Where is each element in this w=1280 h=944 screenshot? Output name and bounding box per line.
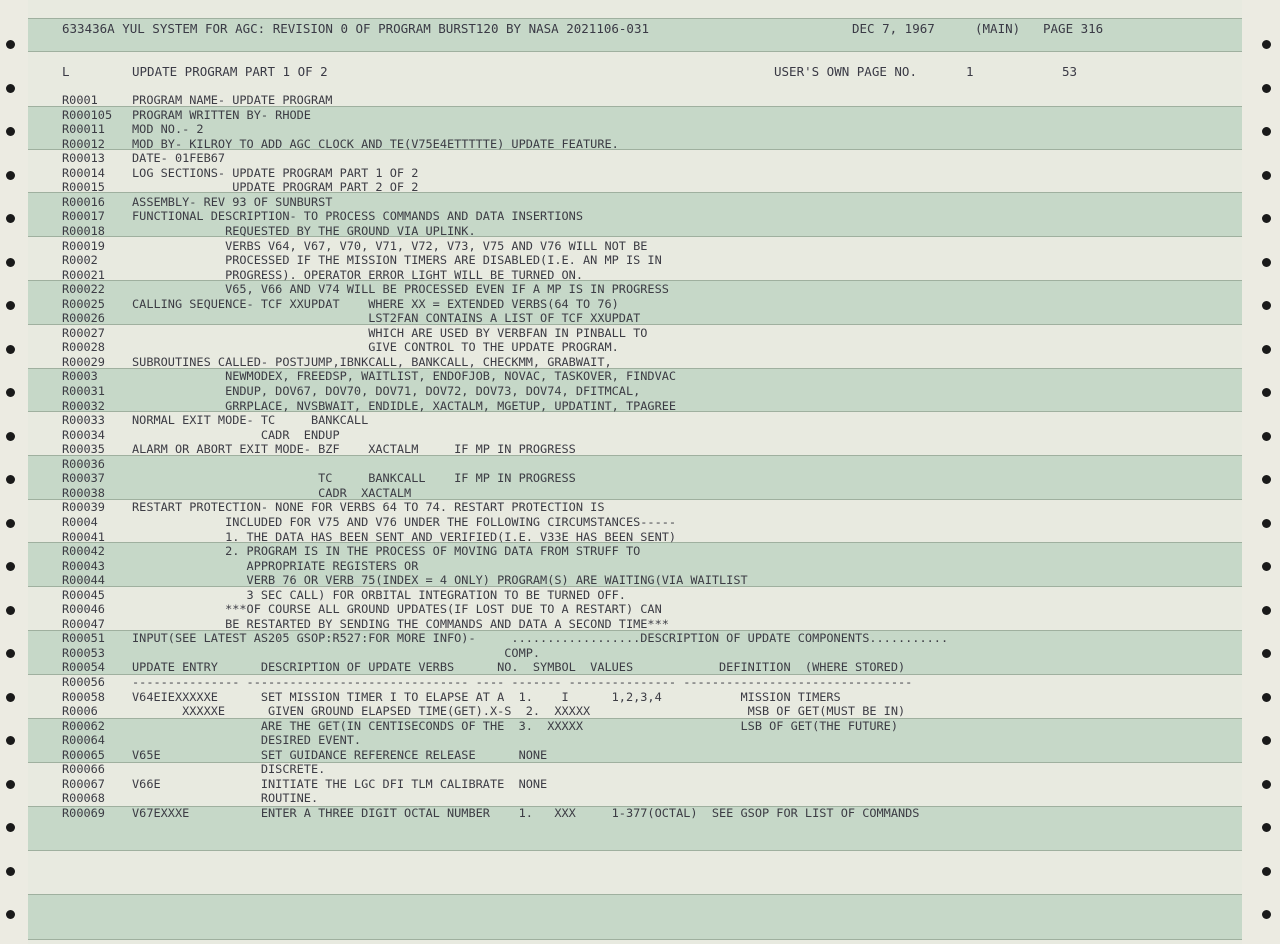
line-label: R00016 (62, 194, 105, 209)
tractor-hole (6, 606, 15, 615)
line-label: R00021 (62, 267, 105, 282)
line-text: DATE- 01FEB67 (132, 151, 226, 166)
tractor-hole (1262, 40, 1271, 49)
line-label: R000105 (62, 107, 113, 122)
line-label: R0003 (62, 369, 98, 384)
line-label: R00062 (62, 718, 105, 733)
line-label: R00025 (62, 296, 105, 311)
line-text: VERBS V64, V67, V70, V71, V72, V73, V75 AND V76 WILL NOT BE (132, 238, 648, 253)
line-text: CALLING SEQUENCE- TCF XXUPDAT WHERE XX = EXTENDED VERBS(64 TO 76) (132, 296, 619, 311)
line-text: V67EXXXE ENTER A THREE DIGIT OCTAL NUMBER 1. XXX 1-377(OCTAL) SEE GSOP FOR LIST OF COMMANDS (132, 805, 920, 820)
tractor-hole (1262, 258, 1271, 267)
line-label: R00022 (62, 282, 105, 297)
line-text: ASSEMBLY- REV 93 OF SUNBURST (132, 194, 333, 209)
line-text: UPDATE ENTRY DESCRIPTION OF UPDATE VERBS NO. SYMBOL VALUES DEFINITION (WHERE STORED) (132, 660, 906, 675)
line-label: R00067 (62, 776, 105, 791)
line-label: R00028 (62, 340, 105, 355)
tractor-hole (1262, 823, 1271, 832)
tractor-hole (1262, 301, 1271, 310)
tractor-hole (1262, 84, 1271, 93)
line-text: CADR XACTALM (132, 485, 412, 500)
header-page: PAGE 316 (1043, 21, 1104, 36)
line-text: 1. THE DATA HAS BEEN SENT AND VERIFIED(I.E. V33E HAS BEEN SENT) (132, 529, 677, 544)
line-text: UPDATE PROGRAM PART 2 OF 2 (132, 180, 419, 195)
line-text: BE RESTARTED BY SENDING THE COMMANDS AND DATA A SECOND TIME*** (132, 616, 669, 631)
line-label: R00045 (62, 587, 105, 602)
line-text: PROGRAM WRITTEN BY- RHODE (132, 107, 311, 122)
tractor-hole (6, 388, 15, 397)
tractor-hole (1262, 432, 1271, 441)
line-label: R00026 (62, 311, 105, 326)
line-label: R00014 (62, 165, 105, 180)
subheader-marker: L (62, 64, 70, 79)
line-label: R00065 (62, 747, 105, 762)
line-text: TC BANKCALL IF MP IN PROGRESS (132, 471, 576, 486)
line-text: XXXXXE GIVEN GROUND ELAPSED TIME(GET).X-S 2. XXXXX MSB OF GET(MUST BE IN) (132, 704, 906, 719)
line-text: CADR ENDUP (132, 427, 340, 442)
line-text: DISCRETE. (132, 762, 326, 777)
tractor-hole (6, 214, 15, 223)
line-label: R00047 (62, 616, 105, 631)
tractor-hole (1262, 388, 1271, 397)
line-text: V64EIEXXXXXE SET MISSION TIMER I TO ELAPSE AT A 1. I 1,2,3,4 MISSION TIMERS (132, 689, 841, 704)
line-label: R00054 (62, 660, 105, 675)
tractor-hole (1262, 562, 1271, 571)
line-label: R00038 (62, 485, 105, 500)
tractor-hole (6, 258, 15, 267)
tractor-hole (1262, 475, 1271, 484)
line-label: R00058 (62, 689, 105, 704)
line-label: R00053 (62, 645, 105, 660)
line-text: LST2FAN CONTAINS A LIST OF TCF XXUPDAT (132, 311, 641, 326)
header-module: (MAIN) (975, 21, 1021, 36)
line-label: R00043 (62, 558, 105, 573)
line-label: R00018 (62, 223, 105, 238)
tractor-hole (6, 475, 15, 484)
tractor-hole (6, 171, 15, 180)
line-text: FUNCTIONAL DESCRIPTION- TO PROCESS COMMANDS AND DATA INSERTIONS (132, 209, 584, 224)
tractor-hole (6, 40, 15, 49)
users-page-label: USER'S OWN PAGE NO. (774, 64, 917, 79)
line-text: PROGRAM NAME- UPDATE PROGRAM (132, 93, 333, 107)
tractor-hole (6, 649, 15, 658)
tractor-hole (1262, 693, 1271, 702)
line-label: R00019 (62, 238, 105, 253)
line-label: R00064 (62, 733, 105, 748)
line-text: RESTART PROTECTION- NONE FOR VERBS 64 TO 74. RESTART PROTECTION IS (132, 500, 605, 515)
line-text: WHICH ARE USED BY VERBFAN IN PINBALL TO (132, 325, 648, 340)
line-label: R00029 (62, 354, 105, 369)
tractor-hole (1262, 345, 1271, 354)
line-text: --------------- ------------------------------- ---- ------- --------------- -------------------------------- (132, 675, 913, 689)
line-label: R00056 (62, 675, 105, 689)
line-label: R00017 (62, 209, 105, 224)
line-text: 2. PROGRAM IS IN THE PROCESS OF MOVING DATA FROM STRUFF TO (132, 544, 641, 559)
tractor-hole (6, 432, 15, 441)
header-date: DEC 7, 1967 (852, 21, 935, 36)
line-label: R00032 (62, 398, 105, 413)
line-text: SUBROUTINES CALLED- POSTJUMP,IBNKCALL, BANKCALL, CHECKMM, GRABWAIT, (132, 354, 612, 369)
line-text: GRRPLACE, NVSBWAIT, ENDIDLE, XACTALM, MGETUP, UPDATINT, TPAGREE (132, 398, 677, 413)
line-label: R00011 (62, 122, 105, 137)
line-label: R00044 (62, 573, 105, 588)
tractor-hole (6, 823, 15, 832)
line-label: R00035 (62, 442, 105, 457)
tractor-hole (1262, 214, 1271, 223)
tractor-hole (6, 736, 15, 745)
line-label: R00033 (62, 413, 105, 428)
line-label: R00051 (62, 631, 105, 646)
line-text: V65E SET GUIDANCE REFERENCE RELEASE NONE (132, 747, 548, 762)
tractor-hole (1262, 127, 1271, 136)
line-label: R00027 (62, 325, 105, 340)
tractor-hole (1262, 910, 1271, 919)
line-label: R00037 (62, 471, 105, 486)
line-text: ENDUP, DOV67, DOV70, DOV71, DOV72, DOV73, DOV74, DFITMCAL, (132, 384, 641, 398)
line-label: R00015 (62, 180, 105, 195)
line-label: R00046 (62, 602, 105, 617)
subheader-section: UPDATE PROGRAM PART 1 OF 2 (132, 64, 328, 79)
line-label: R00034 (62, 427, 105, 442)
line-text: COMP. (132, 645, 541, 660)
greenbar-stripe (28, 894, 1242, 940)
line-label: R00066 (62, 762, 105, 777)
tractor-hole (6, 127, 15, 136)
line-text: INPUT(SEE LATEST AS205 GSOP:R527:FOR MORE INFO)- ..................DESCRIPTION OF UPDATE COMPONENTS........... (132, 631, 949, 646)
line-label: R00013 (62, 151, 105, 166)
line-text: INCLUDED FOR V75 AND V76 UNDER THE FOLLOWING CIRCUMSTANCES----- (132, 514, 677, 529)
line-text: ALARM OR ABORT EXIT MODE- BZF XACTALM IF MP IN PROGRESS (132, 442, 576, 457)
tractor-hole (1262, 606, 1271, 615)
card-count: 53 (1062, 64, 1078, 79)
tractor-hole (6, 910, 15, 919)
line-label: R0001 (62, 93, 98, 107)
tractor-hole (1262, 519, 1271, 528)
tractor-hole (1262, 736, 1271, 745)
tractor-hole (6, 693, 15, 702)
tractor-hole (6, 780, 15, 789)
line-text: MOD NO.- 2 (132, 122, 204, 137)
line-label: R0002 (62, 253, 98, 268)
line-text: APPROPRIATE REGISTERS OR (132, 558, 419, 573)
tractor-hole (6, 519, 15, 528)
line-text: REQUESTED BY THE GROUND VIA UPLINK. (132, 223, 476, 238)
tractor-hole (6, 301, 15, 310)
tractor-hole (1262, 867, 1271, 876)
line-label: R0006 (62, 704, 98, 719)
line-label: R00041 (62, 529, 105, 544)
line-text: NEWMODEX, FREEDSP, WAITLIST, ENDOFJOB, NOVAC, TASKOVER, FINDVAC (132, 369, 677, 384)
line-label: R00036 (62, 456, 105, 471)
line-label: R00039 (62, 500, 105, 515)
line-label: R0004 (62, 514, 98, 529)
line-text: NORMAL EXIT MODE- TC BANKCALL (132, 413, 369, 428)
tractor-hole (6, 345, 15, 354)
header-title: 633436A YUL SYSTEM FOR AGC: REVISION 0 OF PROGRAM BURST120 BY NASA 2021106-031 (62, 21, 649, 36)
tractor-hole (6, 867, 15, 876)
line-label: R00031 (62, 384, 105, 398)
tractor-hole (1262, 780, 1271, 789)
line-text: V65, V66 AND V74 WILL BE PROCESSED EVEN IF A MP IS IN PROGRESS (132, 282, 669, 297)
tractor-hole (6, 562, 15, 571)
line-label: R00012 (62, 136, 105, 151)
line-text: PROCESSED IF THE MISSION TIMERS ARE DISABLED(I.E. AN MP IS IN (132, 253, 662, 268)
line-text: V66E INITIATE THE LGC DFI TLM CALIBRATE NONE (132, 776, 548, 791)
line-label: R00068 (62, 791, 105, 806)
line-text: ROUTINE. (132, 791, 319, 806)
users-page-number: 1 (966, 64, 974, 79)
tractor-hole (1262, 649, 1271, 658)
line-text: GIVE CONTROL TO THE UPDATE PROGRAM. (132, 340, 619, 355)
line-text: 3 SEC CALL) FOR ORBITAL INTEGRATION TO BE TURNED OFF. (132, 587, 626, 602)
line-text: PROGRESS). OPERATOR ERROR LIGHT WILL BE TURNED ON. (132, 267, 584, 282)
line-text: VERB 76 OR VERB 75(INDEX = 4 ONLY) PROGRAM(S) ARE WAITING(VIA WAITLIST (132, 573, 748, 588)
tractor-hole (6, 84, 15, 93)
line-text: DESIRED EVENT. (132, 733, 362, 748)
line-text: ***OF COURSE ALL GROUND UPDATES(IF LOST DUE TO A RESTART) CAN (132, 602, 662, 617)
line-text: ARE THE GET(IN CENTISECONDS OF THE 3. XXXXX LSB OF GET(THE FUTURE) (132, 718, 898, 733)
line-text: LOG SECTIONS- UPDATE PROGRAM PART 1 OF 2 (132, 165, 419, 180)
line-text: MOD BY- KILROY TO ADD AGC CLOCK AND TE(V75E4ETTTTTE) UPDATE FEATURE. (132, 136, 619, 151)
line-label: R00042 (62, 544, 105, 559)
line-label: R00069 (62, 805, 105, 820)
tractor-hole (1262, 171, 1271, 180)
